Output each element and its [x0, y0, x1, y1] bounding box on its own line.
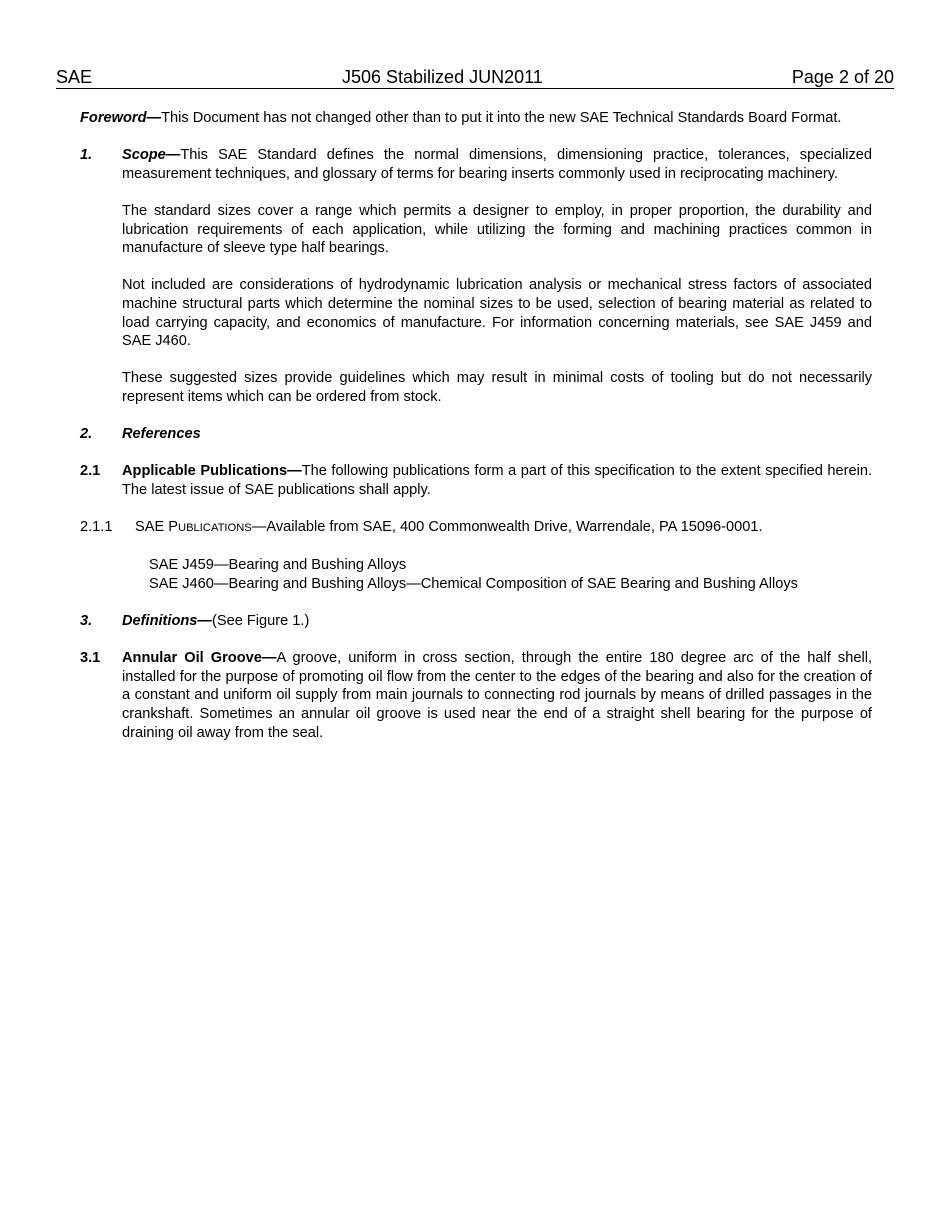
foreword-paragraph	[80, 109, 872, 128]
section-text: This SAE Standard defines the normal dimensions, dimensioning practice, tolerances, specialized measurement techniques, and glossary of terms for bearing inserts commonly used in reciprocating machinery.	[122, 147, 872, 182]
section-text: —Available from SAE, 400 Commonwealth Drive, Warrendale, PA 15096-0001.	[251, 519, 763, 536]
section-heading-smallcaps: UBLICATIONS	[178, 522, 252, 535]
section-applicable-publications	[80, 462, 872, 499]
section-number: 2.1	[80, 463, 101, 480]
page-header	[56, 66, 894, 89]
scope-paragraph-2: The standard sizes cover a range which permits a designer to employ, in proper proportion, the durability and lubrication requirements of each application, while utilizing the forming and machining practices common in manufacture of sleeve type half bearings.	[122, 202, 872, 257]
section-number: 1.	[80, 147, 93, 164]
reference-list	[80, 556, 872, 593]
section-heading-lead: SAE P	[135, 519, 178, 536]
foreword-label: Foreword—	[80, 110, 162, 126]
section-heading: References	[122, 426, 201, 443]
reference-item: SAE J459—Bearing and Bushing Alloys	[149, 557, 407, 574]
section-heading: Scope—	[122, 147, 181, 164]
section-sae-publications	[80, 518, 872, 538]
section-number: 3.	[80, 613, 93, 630]
section-heading: Annular Oil Groove—	[122, 650, 277, 667]
header-document-id: J506 Stabilized JUN2011	[342, 67, 543, 87]
section-heading: Applicable Publications—	[122, 463, 302, 480]
section-number: 2.	[80, 426, 93, 443]
section-heading: Definitions—	[122, 613, 212, 630]
section-text: The following publications form a part of this specification to the extent specified herein. The latest issue of SAE publications shall apply.	[122, 463, 872, 498]
reference-item: SAE J460—Bearing and Bushing Alloys—Chemical Composition of SAE Bearing and Bushing Alloys	[149, 575, 798, 592]
header-page-number: Page 2 of 20	[791, 67, 894, 87]
section-number: 3.1	[80, 650, 101, 667]
section-definitions	[80, 612, 872, 631]
section-number: 2.1.1	[80, 519, 113, 536]
foreword-text: This Document has not changed other than to put it into the new SAE Technical Standards Board Format.	[161, 110, 842, 126]
section-references	[80, 425, 872, 444]
section-text: A groove, uniform in cross section, through the entire 180 degree arc of the half shell, installed for the purpose of promoting oil flow from the center to the edges of the bearing and also for the creation of a constant and uniform oil supply from main journals to connecting rod journals by means of drilled passages in the crankshaft. Sometimes an annular oil groove is used near the end of a straight shell bearing for the purpose of draining oil away from the seal.	[122, 650, 872, 741]
document-body	[80, 109, 872, 742]
header-organization: SAE	[56, 67, 93, 87]
section-scope	[80, 146, 872, 183]
section-text: (See Figure 1.)	[212, 613, 310, 630]
section-annular-oil-groove	[80, 649, 872, 742]
scope-paragraph-3: Not included are considerations of hydrodynamic lubrication analysis or mechanical stress factors of associated machine structural parts which determine the nominal sizes to be used, selection of bearing material as related to load carrying capacity, and economics of manufacture. For information concerning materials, see SAE J459 and SAE J460.	[122, 277, 872, 350]
scope-paragraph-4: These suggested sizes provide guidelines which may result in minimal costs of tooling but do not necessarily represent items which can be ordered from stock.	[122, 370, 872, 405]
